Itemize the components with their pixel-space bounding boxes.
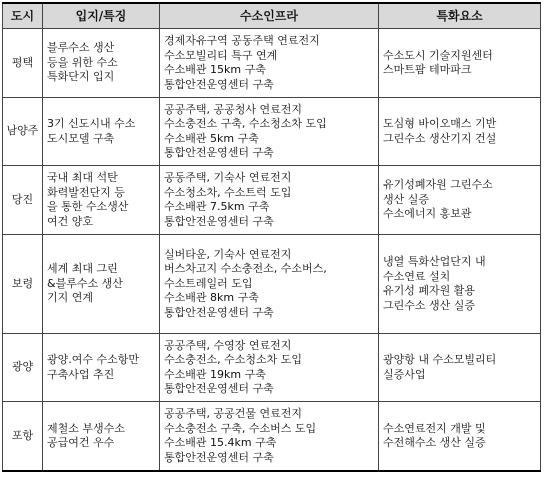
infra-cell-line: 수소트레일러 도입 (164, 276, 253, 290)
infra-cell-line: 공공주택, 공공건물 연료전지 (164, 407, 303, 420)
city-cell: 평택 (3, 29, 43, 98)
infra-cell-line: 통합안전운영센터 구축 (164, 450, 274, 464)
special-cell-line: 냉열 특화산업단지 내 (383, 255, 486, 268)
special-cell (379, 29, 541, 98)
feature-cell-line: &블루수소 생산 (47, 276, 123, 290)
header-location-feature: 입지/특징 (43, 3, 160, 29)
special-cell (379, 402, 541, 472)
city-cell: 보령 (3, 235, 43, 334)
table-row (3, 402, 541, 472)
infra-cell-line: 경제자유구역 공동주택 연료전지 (164, 34, 320, 47)
special-cell-line: 도심형 바이오매스 기반 (383, 117, 497, 130)
infra-cell-line: 수소모빌리티 특구 연계 (164, 48, 278, 62)
table-row (3, 98, 541, 166)
infra-cell (160, 166, 379, 235)
special-cell-line: 스마트팜 테마파크 (383, 63, 472, 76)
feature-cell-line: 광양.여수 수소항만 (47, 353, 140, 366)
feature-cell (43, 166, 160, 235)
special-cell-line: 그린수소 생산기지 건설 (383, 131, 497, 145)
infra-cell-line: 통합안전운영센터 구축 (164, 305, 274, 319)
feature-cell-line: 국내 최대 석탄 (47, 171, 118, 184)
feature-cell-line: 공급여건 우수 (47, 436, 115, 449)
infra-cell-line: 수소배관 5km 구축 (164, 131, 259, 145)
infra-cell-line: 실버타운, 기숙사 연료전지 (164, 247, 292, 261)
table-row (3, 166, 541, 235)
infra-cell-line: 수소배관 15km 구축 (164, 63, 266, 76)
special-cell (379, 98, 541, 166)
infra-cell (160, 29, 379, 98)
feature-cell-line: 도시모델 구축 (47, 131, 115, 145)
special-cell-line: 생산 실증 (383, 192, 430, 206)
infra-cell (160, 402, 379, 472)
infra-cell-line: 버스차고지 수소충전소, 수소버스, (164, 262, 327, 276)
infra-cell-line: 수소청소차, 수소트럭 도입 (164, 185, 292, 199)
feature-cell (43, 402, 160, 472)
infra-cell-line: 공공주택, 수영장 연료전지 (164, 338, 292, 352)
feature-cell-line: 기지 연계 (47, 291, 94, 305)
header-hydrogen-infra: 수소인프라 (160, 3, 379, 29)
feature-cell-line: 제철소 부생수소 (47, 421, 125, 435)
infra-cell-line: 공동주택, 기숙사 연료전지 (164, 171, 292, 184)
special-cell-line: 유기성폐자원 그린수소 (383, 178, 493, 192)
special-cell-line: 광양항 내 수소모빌리티 (383, 353, 497, 366)
infra-cell-line: 공공주택, 공공청사 연료전지 (164, 102, 303, 116)
feature-cell-line: 구축사업 추진 (47, 367, 115, 381)
city-cell: 남양주 (3, 98, 43, 166)
infra-cell-line: 통합안전운영센터 구축 (164, 382, 274, 395)
city-cell: 포항 (3, 402, 43, 472)
special-cell-line: 그린수소 생산 실증 (383, 298, 476, 312)
header-special-element: 특화요소 (379, 3, 541, 29)
infra-cell-line: 수소배관 15.4km 구축 (164, 436, 277, 449)
header-city: 도시 (3, 3, 43, 29)
special-cell-line: 수전해수소 생산 실증 (383, 436, 486, 449)
infra-cell-line: 수소충전소 구축, 수소버스 도입 (164, 421, 317, 435)
city-cell: 당진 (3, 166, 43, 235)
feature-cell-line: 여건 양호 (47, 214, 94, 228)
city-cell: 광양 (3, 334, 43, 402)
feature-cell (43, 98, 160, 166)
table-container (2, 2, 540, 486)
special-cell-line: 수소도시 기술지원센터 (383, 48, 493, 62)
feature-cell-line: 블루수소 생산 (47, 41, 115, 55)
feature-cell (43, 235, 160, 334)
infra-cell-line: 수소배관 19km 구축 (164, 367, 266, 381)
infra-cell (160, 235, 379, 334)
table-row (3, 29, 541, 98)
table-row (3, 235, 541, 334)
feature-cell (43, 334, 160, 402)
infra-cell (160, 334, 379, 402)
infra-cell-line: 수소배관 8km 구축 (164, 291, 259, 305)
infra-cell-line: 수소배관 7.5km 구축 (164, 200, 270, 213)
feature-cell-line: 등을 위한 수소 (47, 55, 118, 69)
feature-cell-line: 화력발전단지 등 (47, 185, 125, 199)
infra-cell-line: 수소충전소 구축, 수소청소차 도입 (164, 117, 327, 130)
infra-cell-line: 통합안전운영센터 구축 (164, 146, 274, 159)
special-cell (379, 166, 541, 235)
special-cell-line: 유기성 폐자원 활용 (383, 284, 476, 297)
special-cell (379, 235, 541, 334)
feature-cell-line: 3기 신도시내 수소 (47, 117, 136, 130)
feature-cell-line: 세계 최대 그린 (47, 262, 118, 276)
feature-cell-line: 특화단지 입지 (47, 70, 115, 84)
table-row (3, 334, 541, 402)
infra-cell-line: 수소충전소, 수소청소차 도입 (164, 353, 303, 366)
special-cell-line: 수소연료전지 개발 및 (383, 421, 486, 435)
table-header-row (3, 3, 541, 29)
special-cell-line: 실증사업 (383, 367, 426, 381)
special-cell-line: 수소에너지 홍보관 (383, 207, 472, 221)
special-cell (379, 334, 541, 402)
feature-cell-line: 을 통한 수소생산 (47, 200, 129, 213)
hydrogen-city-table (2, 2, 541, 472)
infra-cell (160, 98, 379, 166)
special-cell-line: 수소연료 설치 (383, 269, 451, 283)
feature-cell (43, 29, 160, 98)
infra-cell-line: 통합안전운영센터 구축 (164, 77, 274, 91)
infra-cell-line: 통합안전운영센터 구축 (164, 214, 274, 228)
